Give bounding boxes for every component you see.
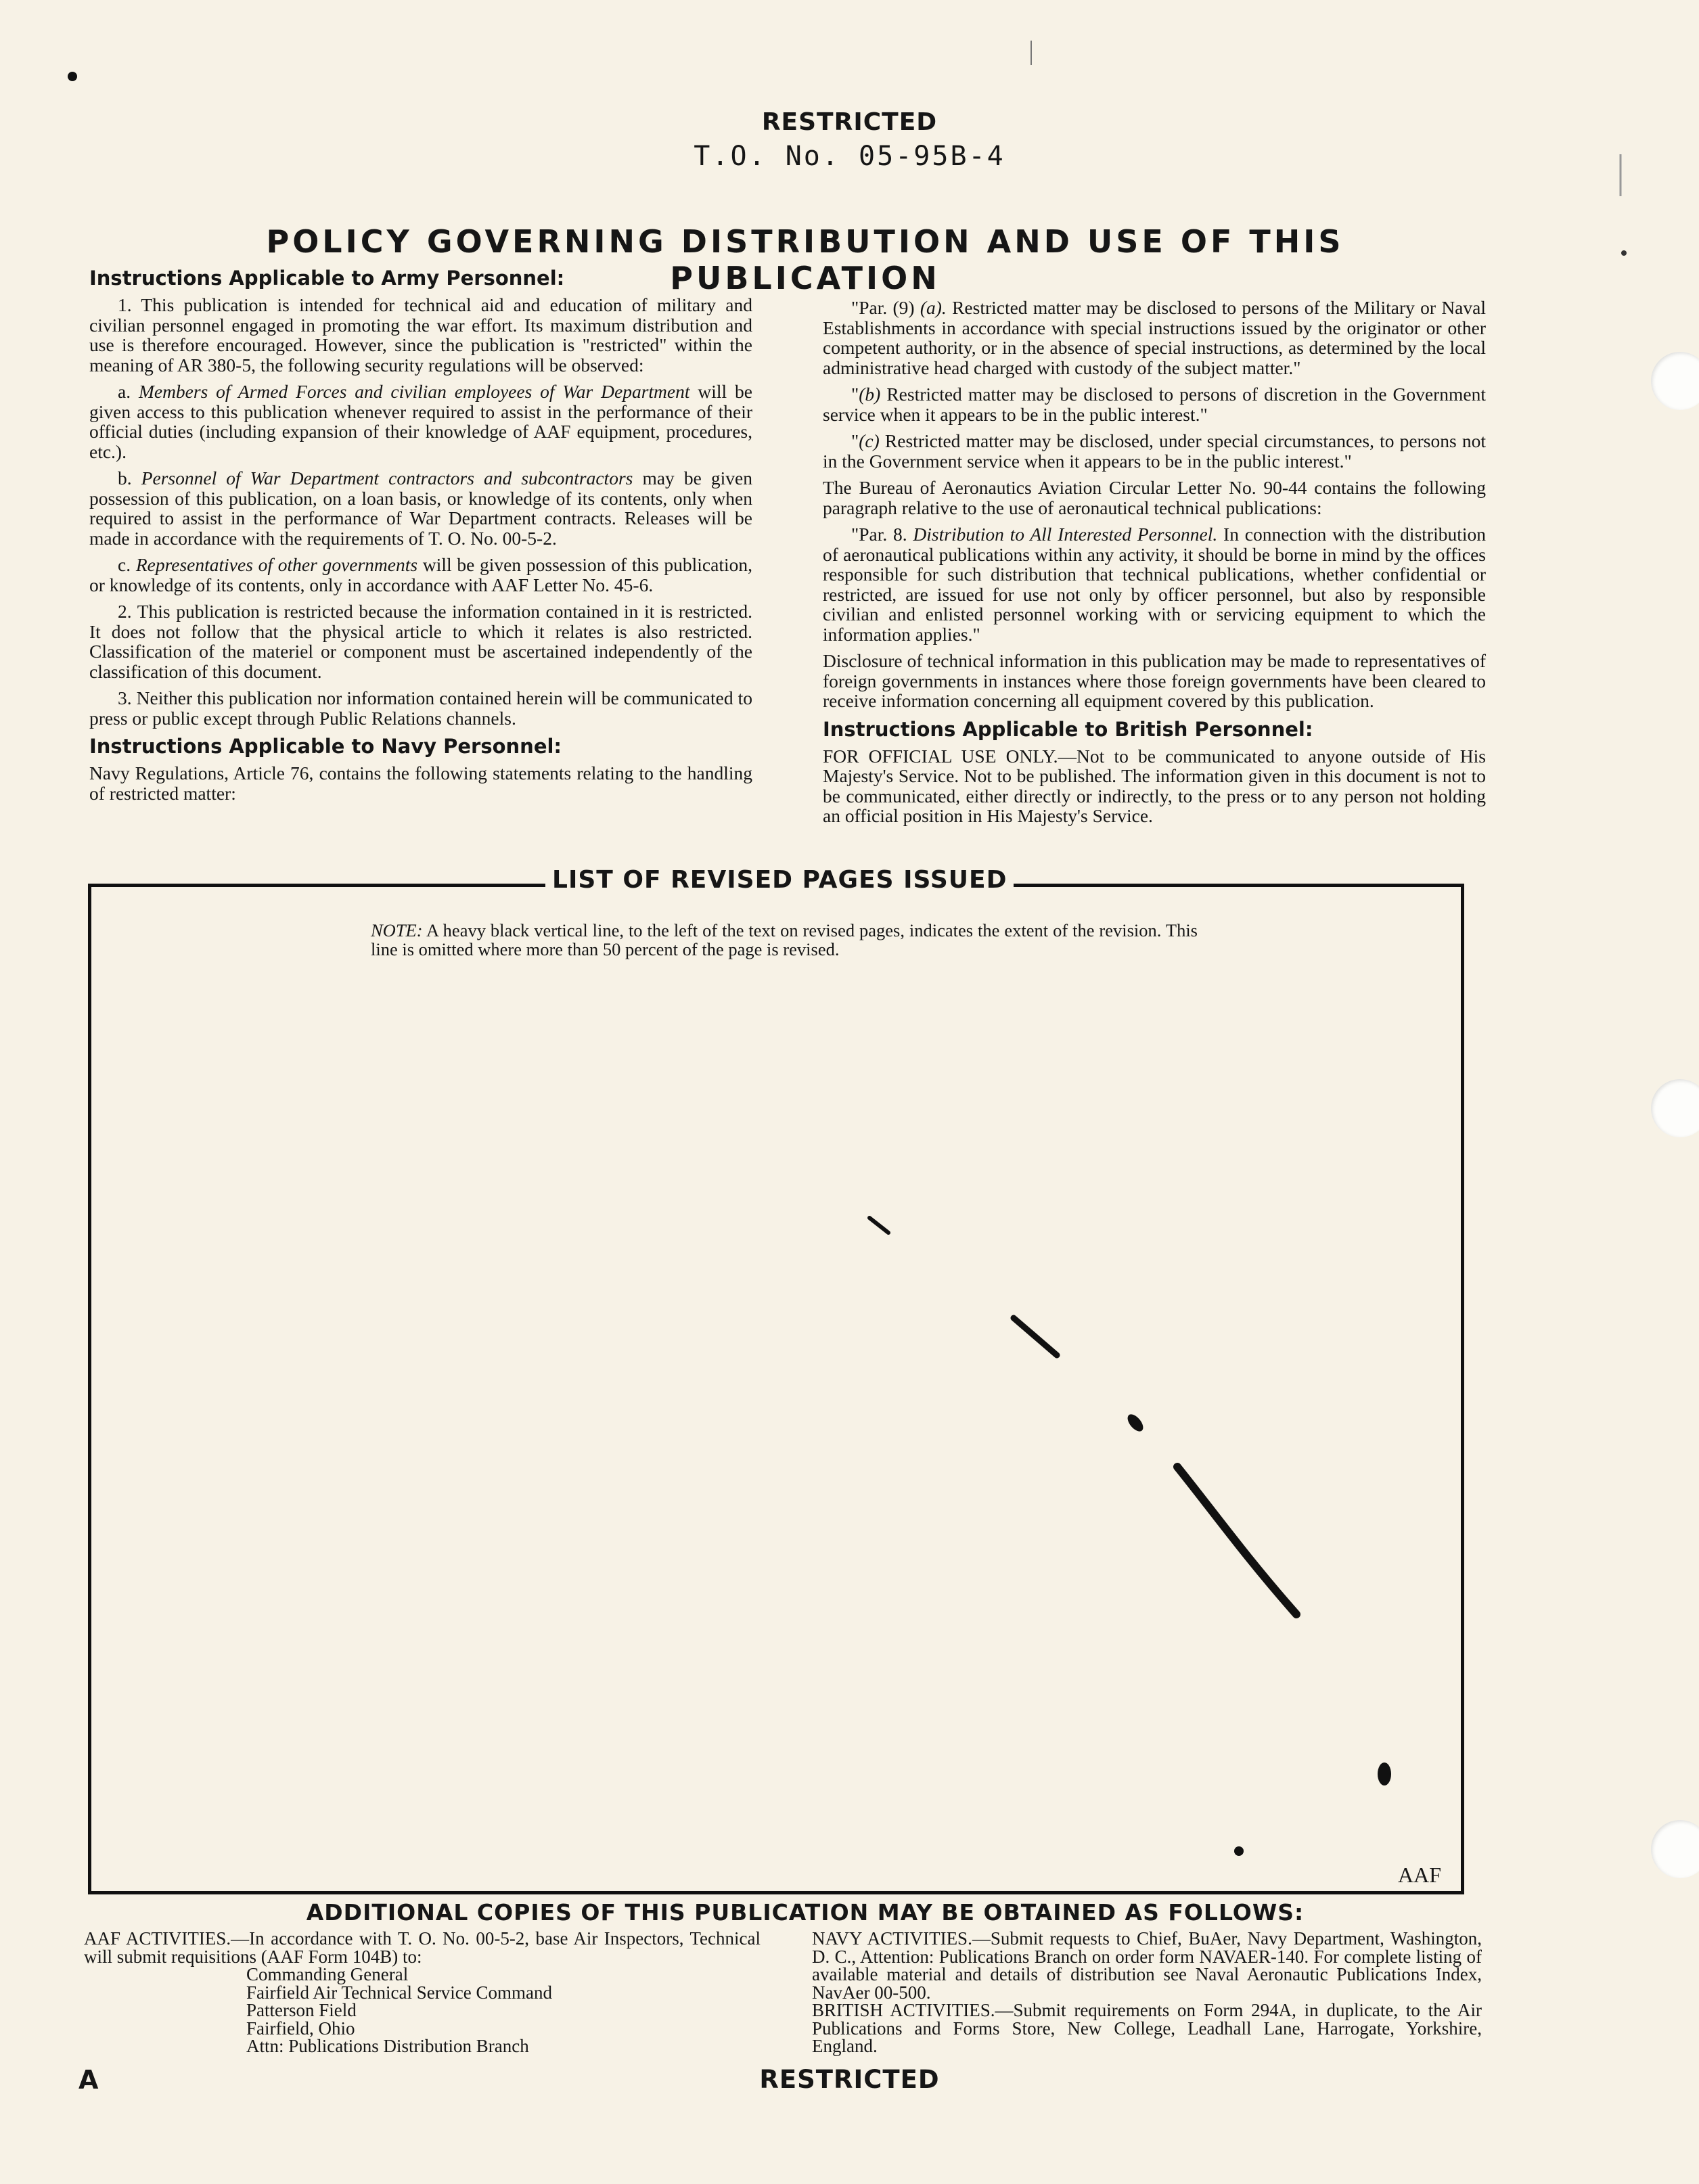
army-item-b: b. Personnel of War Department contractors and subcontractors may be given possession of this publication, on a loan basis, or knowledge of its contents, only when required to assist in the performance of War Department contracts. Releases will be made in accordance with the requirements of T. O. No. 00-5-2. <box>89 468 753 549</box>
address-line: Patterson Field <box>246 2000 357 2020</box>
address-line: Fairfield, Ohio <box>246 2018 355 2039</box>
address-line: Commanding General <box>246 1964 409 1984</box>
bureau-paragraph: The Bureau of Aeronautics Aviation Circular Letter No. 90-44 contains the following paragraph relative to the use of aeronautical technical publications: <box>823 477 1486 518</box>
revised-pages-box <box>88 884 1464 1894</box>
navy-par-b: "(b) Restricted matter may be disclosed to persons of discretion in the Government service when it appears to be in the public interest." <box>823 384 1486 425</box>
army-paragraph-3: 3. Neither this publication nor information contained herein will be communicated to press or public except through Public Relations channels. <box>89 687 752 729</box>
army-item-c: c. Representatives of other governments will be given possession of this publication, or knowledge of its contents, only in accordance with AAF Letter No. 45-6. <box>89 554 752 595</box>
navy-activities-text: NAVY ACTIVITIES.—Submit requests to Chief, BuAer, Navy Department, Washington, D. C., Attention: Publications Branch on order form NAVAER-140. For complete listing of available material and details of distribution see Naval Aeronautic Publications Index, NavAer 00-500. <box>812 1928 1482 2003</box>
army-item-a: a. Members of Armed Forces and civilian employees of War Department will be given access to this publication whenever required to assist in the performance of their official duties (including expansion of their knowledge of AAF equipment, procedures, etc.). <box>89 381 752 462</box>
policy-left-column <box>89 265 752 810</box>
punch-hole-top <box>1651 352 1699 410</box>
navy-par-9a: "Par. (9) (a). Restricted matter may be disclosed to persons of the Military or Naval Establishments in accordance with special instructions issued by the originator or other competent authority, or in the absence of special instructions, as determined by the local administrative head charged with custody of the subject matter." <box>823 297 1486 378</box>
disclosure-paragraph: Disclosure of technical information in this publication may be made to representatives of foreign governments in instances where those foreign governments have been cleared to receive information concerning all equipment covered by this publication. <box>823 650 1486 711</box>
navy-british-activities-block <box>812 1930 1482 2055</box>
aaf-activities-block <box>84 1930 761 2055</box>
address-line: Fairfield Air Technical Service Command <box>246 1982 552 2003</box>
punch-hole-bottom <box>1651 1820 1699 1878</box>
page-letter: A <box>78 2065 99 2095</box>
punch-hole-middle <box>1651 1079 1699 1137</box>
header-classification: RESTRICTED <box>761 108 938 136</box>
british-activities-text: BRITISH ACTIVITIES.—Submit requirements on Form 294A, in duplicate, to the Air Publications and Forms Store, New College, Leadhall Lane, Harrogate, Yorkshire, England. <box>812 2000 1482 2056</box>
note-text: A heavy black vertical line, to the left of the text on revised pages, indicates the extent of the revision. This line is omitted where more than 50 percent of the page is revised. <box>371 920 1198 959</box>
aaf-activities-text: AAF ACTIVITIES.—In accordance with T. O. No. 00-5-2, base Air Inspectors, Technical will submit requisitions (AAF Form 104B) to: <box>84 1928 761 1967</box>
note-label: NOTE: <box>371 920 423 940</box>
revised-pages-title: LIST OF REVISED PAGES ISSUED <box>545 866 1014 894</box>
additional-copies-title: ADDITIONAL COPIES OF THIS PUBLICATION MAY BE OBTAINED AS FOLLOWS: <box>306 1899 1305 1926</box>
army-paragraph-2: 2. This publication is restricted because the information contained in it is restricted. It does not follow that the physical article to which it relates is also restricted. Classification of the materiel or component must be ascertained independently of the classification of this document. <box>89 601 752 682</box>
british-paragraph: FOR OFFICIAL USE ONLY.—Not to be communicated to anyone outside of His Majesty's Service. Not to be published. The information given in this document is not to be communicated, either directly or indirectly, to the press or to any person not holding an official position in His Majesty's Service. <box>823 745 1486 826</box>
navy-intro: Navy Regulations, Article 76, contains the following statements relating to the handling of restricted matter: <box>89 763 752 804</box>
navy-heading: Instructions Applicable to Navy Personnel: <box>89 735 562 758</box>
policy-right-column <box>823 298 1486 833</box>
policy-title: POLICY GOVERNING DISTRIBUTION AND USE OF THIS PUBLICATION <box>266 223 1344 296</box>
army-heading: Instructions Applicable to Army Personnel: <box>89 267 565 290</box>
army-paragraph-1: 1. This publication is intended for technical aid and education of military and civilian personnel engaged in promoting the war effort. Its maximum distribution and use is therefore encouraged. However, since the publication is "restricted" within the meaning of AR 380-5, the following security regulations will be observed: <box>89 294 752 376</box>
revision-note <box>371 921 1198 959</box>
aaf-mark: AAF <box>1398 1863 1442 1887</box>
technical-order-number: T.O. No. 05-95B-4 <box>694 141 1005 172</box>
navy-par-c: "(c) Restricted matter may be disclosed, under special circumstances, to persons not in the Government service when it appears to be in the public interest." <box>823 430 1486 472</box>
navy-par-8: "Par. 8. Distribution to All Interested Personnel. In connection with the distribution of aeronautical publications within any activity, it should be borne in mind by the offices responsible for such distribution that technical publications, whether confidential or restricted, are issued for use not only by officer personnel, but also by responsible civilian and enlisted personnel working with or servicing equipment to which the information applies." <box>823 524 1486 645</box>
mailing-address <box>84 1965 761 2055</box>
address-line: Attn: Publications Distribution Branch <box>246 2036 529 2056</box>
footer-classification: RESTRICTED <box>759 2065 940 2094</box>
british-heading: Instructions Applicable to British Personnel: <box>823 717 1313 741</box>
